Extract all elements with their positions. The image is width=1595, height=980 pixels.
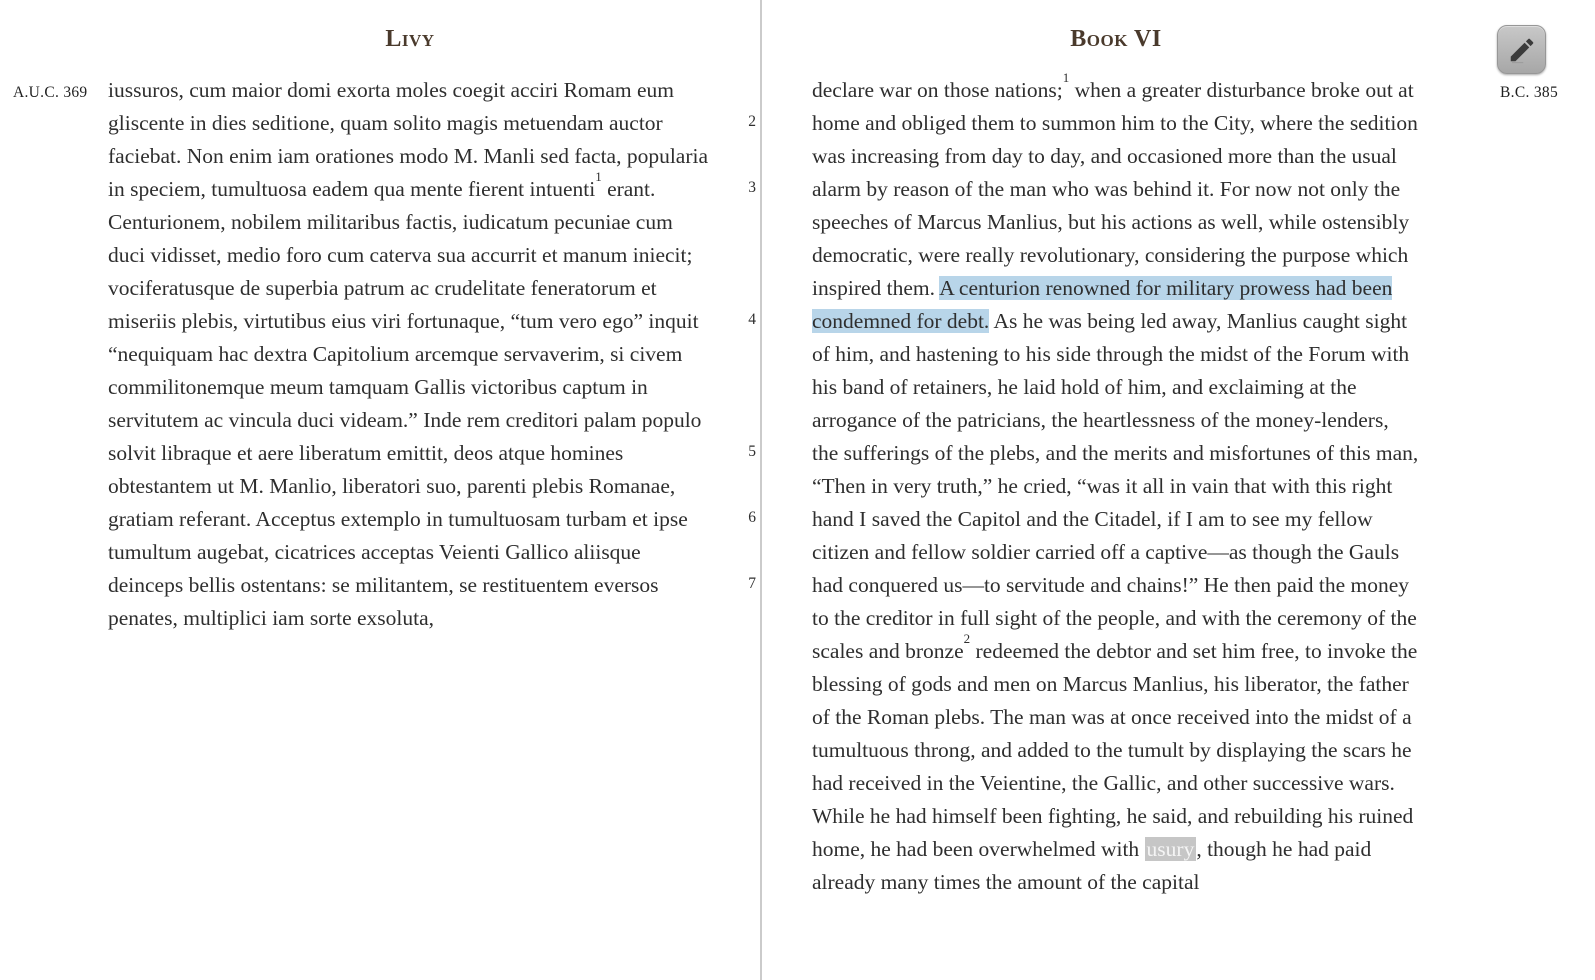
english-text-segment: , though he had paid already many times the amount of the capital <box>812 837 1372 894</box>
section-number-7: 7 <box>748 575 756 592</box>
section-number-2: 2 <box>748 113 756 130</box>
english-text-segment: As he was being led away, Manlius caught sight of him, and hastening to his side through the midst of the Forum with his band of retainers, he laid hold of him, and exclaiming at the arrogance of the patricians, the heartlessness of the money-lenders, the sufferings of the plebs, and the merits and misfortunes of this man, “Then in very truth,” he cried, “was it all in vain that with this right hand I saved the Capitol and the Citadel, if I am to see my fellow citizen and fellow soldier carried off a captive—as though the Gauls had conquered us—to servitude and chains!” He then paid the money to the creditor in full sight of the people, and with the ceremony of the scales and bronze <box>812 309 1419 663</box>
footnote-marker-1-english[interactable]: 1 <box>1062 69 1070 85</box>
footnote-marker-1-latin[interactable]: 1 <box>595 168 602 184</box>
bc-year-label: B.C. 385 <box>1500 84 1558 101</box>
edit-button[interactable] <box>1497 25 1546 74</box>
section-number-3: 3 <box>748 179 756 196</box>
english-text-segment: redeemed the debtor and set him free, to invoke the blessing of gods and men on Marcus Manlius, his liberator, the father of the Roman plebs. The man was at once received into the midst of a tumultuous throng, and added to the tumult by displaying the scars he had received in the Veientine, the Gallic, and other successive wars. While he had himself been fighting, he said, and rebuilding his ruined home, he had been overwhelmed with <box>812 639 1418 861</box>
section-number-4: 4 <box>748 311 756 328</box>
section-number-6: 6 <box>748 509 756 526</box>
english-text-body <box>812 69 1420 899</box>
cloze-word[interactable]: usury <box>1146 837 1195 861</box>
pencil-icon <box>1507 35 1537 65</box>
english-text-segment: declare war on those nations; <box>812 78 1063 102</box>
latin-text-segment: erant. Centurionem, nobilem militaribus factis, iudicatum pecuniae cum duci vidisset, medio foro cum caterva sua accurrit et manum iniecit; vociferatusque de superbia patrum ac crudelitate feneratorum et miseriis plebis, virtutibus eius viri fortunaque, “tum vero ego” inquit “nequiquam hac dextra Capitolium arcemque servaverim, si civem commilitonemque meum tamquam Gallis victoribus captum in servitutem ac vincula duci videam.” Inde rem creditori palam populo solvit libraque et aere liberatum emittit, deos atque homines obtestantem ut M. Manlio, liberatori suo, parenti plebis Romanae, gratiam referant. Acceptus extemplo in tumultuosam turbam et ipse tumultum augebat, cicatrices acceptas Veienti Gallico aliisque deinceps bellis ostentans: se militantem, se restituentem eversos penates, multiplici iam sorte exsoluta, <box>108 177 702 630</box>
english-text-segment: when a greater disturbance broke out at home and obliged them to summon him to the City, where the sedition was increasing from day to day, and occasioned more than the usual alarm by reason of the man who was behind it. For now not only the speeches of Marcus Manlius, but his actions as well, while ostensibly democratic, were really revolutionary, considering the purpose which inspired them. <box>812 78 1418 300</box>
highlighted-passage[interactable]: A centurion renowned for military prowess had been condemned for debt. <box>812 276 1393 333</box>
section-number-5: 5 <box>748 443 756 460</box>
latin-text-body <box>108 74 712 635</box>
left-page-title: Livy <box>385 26 435 52</box>
footnote-marker-2-english[interactable]: 2 <box>963 630 971 646</box>
latin-text-segment: iussuros, cum maior domi exorta moles coegit acciri Romam eum gliscente in dies seditione, quam solito magis metuendam auctor faciebat. Non enim iam orationes modo M. Manli sed facta, popularia in speciem, tumultuosa eadem qua mente fierent intuenti <box>108 78 709 201</box>
page-gutter-divider <box>760 0 762 980</box>
auc-year-label: A.U.C. 369 <box>13 84 88 101</box>
right-page-title: Book VI <box>1070 26 1162 52</box>
